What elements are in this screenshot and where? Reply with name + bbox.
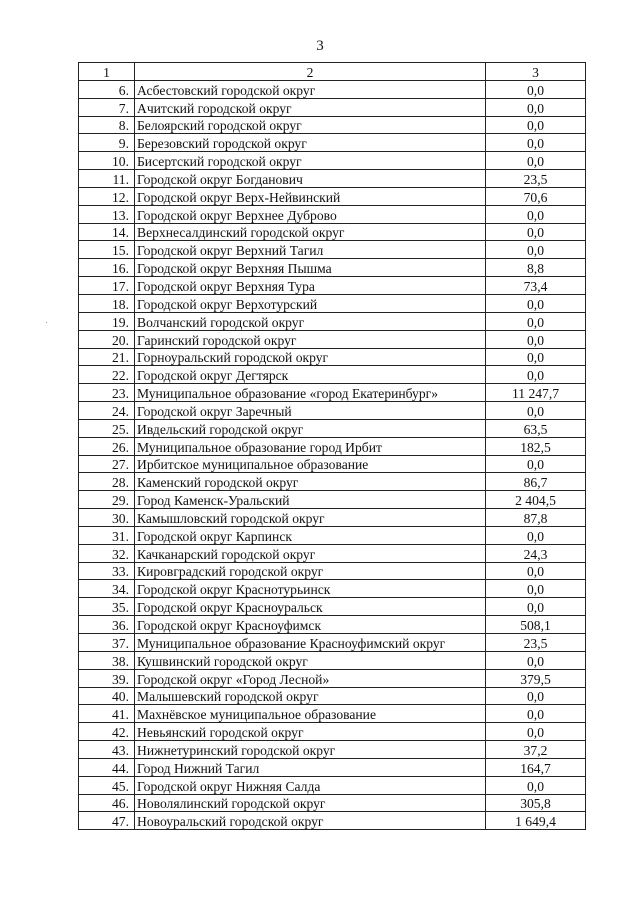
amount-cell: 0,0 [486, 651, 586, 669]
municipality-name-cell: Волчанский городской округ [135, 312, 486, 330]
municipality-name-cell: Городской округ Верх-Нейвинский [135, 187, 486, 205]
table-row [79, 223, 586, 241]
municipality-name-cell: Муниципальное образование «город Екатеринбург» [135, 384, 486, 402]
row-number-cell: 37. [79, 634, 135, 652]
amount-cell: 0,0 [486, 98, 586, 116]
table-row [79, 170, 586, 188]
row-number-cell: 24. [79, 402, 135, 420]
row-number-cell: 44. [79, 758, 135, 776]
table-row [79, 205, 586, 223]
municipality-name-cell: Березовский городской округ [135, 134, 486, 152]
municipality-name-cell: Муниципальное образование город Ирбит [135, 437, 486, 455]
municipality-name-cell: Городской округ Краснотурьинск [135, 580, 486, 598]
amount-cell: 63,5 [486, 419, 586, 437]
amount-cell: 508,1 [486, 616, 586, 634]
row-number-cell: 17. [79, 277, 135, 295]
row-number-cell: 23. [79, 384, 135, 402]
row-number-cell: 25. [79, 419, 135, 437]
amount-cell: 2 404,5 [486, 491, 586, 509]
row-number-cell: 38. [79, 651, 135, 669]
municipality-name-cell: Верхнесалдинский городской округ [135, 223, 486, 241]
table-row [79, 705, 586, 723]
row-number-cell: 27. [79, 455, 135, 473]
row-number-cell: 15. [79, 241, 135, 259]
amount-cell: 0,0 [486, 116, 586, 134]
table-row [79, 776, 586, 794]
table-row [79, 402, 586, 420]
row-number-cell: 33. [79, 562, 135, 580]
table-row [79, 651, 586, 669]
municipality-name-cell: Городской округ Верхний Тагил [135, 241, 486, 259]
amount-cell: 0,0 [486, 580, 586, 598]
table-row [79, 152, 586, 170]
amount-cell: 70,6 [486, 187, 586, 205]
header-cell: 2 [135, 63, 486, 81]
amount-cell: 0,0 [486, 526, 586, 544]
table-row [79, 616, 586, 634]
row-number-cell: 21. [79, 348, 135, 366]
table-row [79, 544, 586, 562]
table-row [79, 723, 586, 741]
amount-cell: 0,0 [486, 348, 586, 366]
municipality-name-cell: Ивдельский городской округ [135, 419, 486, 437]
municipality-name-cell: Камышловский городской округ [135, 509, 486, 527]
row-number-cell: 29. [79, 491, 135, 509]
table-header-row [79, 63, 586, 81]
amount-cell: 379,5 [486, 669, 586, 687]
row-number-cell: 11. [79, 170, 135, 188]
amount-cell: 0,0 [486, 723, 586, 741]
page-number: 3 [316, 38, 324, 54]
municipality-name-cell: Горноуральский городской округ [135, 348, 486, 366]
amount-cell: 182,5 [486, 437, 586, 455]
amount-cell: 0,0 [486, 705, 586, 723]
row-number-cell: 10. [79, 152, 135, 170]
table-row [79, 330, 586, 348]
row-number-cell: 28. [79, 473, 135, 491]
amount-cell: 73,4 [486, 277, 586, 295]
amount-cell: 8,8 [486, 259, 586, 277]
row-number-cell: 18. [79, 294, 135, 312]
municipality-name-cell: Качканарский городской округ [135, 544, 486, 562]
header-cell: 3 [486, 63, 586, 81]
row-number-cell: 26. [79, 437, 135, 455]
row-number-cell: 6. [79, 80, 135, 98]
row-number-cell: 43. [79, 741, 135, 759]
table-row [79, 473, 586, 491]
amount-cell: 0,0 [486, 687, 586, 705]
municipality-name-cell: Каменский городской округ [135, 473, 486, 491]
amount-cell: 23,5 [486, 170, 586, 188]
table-row [79, 134, 586, 152]
table-row [79, 80, 586, 98]
municipality-name-cell: Городской округ Богданович [135, 170, 486, 188]
row-number-cell: 22. [79, 366, 135, 384]
amount-cell: 0,0 [486, 402, 586, 420]
municipality-name-cell: Ирбитское муниципальное образование [135, 455, 486, 473]
row-number-cell: 19. [79, 312, 135, 330]
amount-cell: 0,0 [486, 598, 586, 616]
municipality-name-cell: Городской округ Нижняя Салда [135, 776, 486, 794]
table-row [79, 366, 586, 384]
municipality-name-cell: Городской округ Дегтярск [135, 366, 486, 384]
amount-cell: 11 247,7 [486, 384, 586, 402]
amount-cell: 0,0 [486, 134, 586, 152]
table-row [79, 277, 586, 295]
municipality-name-cell: Город Нижний Тагил [135, 758, 486, 776]
municipality-name-cell: Кировградский городской округ [135, 562, 486, 580]
municipality-name-cell: Кушвинский городской округ [135, 651, 486, 669]
row-number-cell: 13. [79, 205, 135, 223]
row-number-cell: 34. [79, 580, 135, 598]
municipality-name-cell: Городской округ Красноуфимск [135, 616, 486, 634]
row-number-cell: 7. [79, 98, 135, 116]
data-table [78, 62, 586, 830]
amount-cell: 0,0 [486, 294, 586, 312]
table-row [79, 437, 586, 455]
row-number-cell: 35. [79, 598, 135, 616]
table-row [79, 259, 586, 277]
municipality-name-cell: Городской округ Красноуральск [135, 598, 486, 616]
table-row [79, 526, 586, 544]
row-number-cell: 36. [79, 616, 135, 634]
row-number-cell: 30. [79, 509, 135, 527]
row-number-cell: 46. [79, 794, 135, 812]
municipality-name-cell: Городской округ Верхняя Пышма [135, 259, 486, 277]
table-row [79, 241, 586, 259]
row-number-cell: 12. [79, 187, 135, 205]
municipality-name-cell: Бисертский городской округ [135, 152, 486, 170]
amount-cell: 87,8 [486, 509, 586, 527]
amount-cell: 0,0 [486, 152, 586, 170]
row-number-cell: 8. [79, 116, 135, 134]
table-row [79, 312, 586, 330]
header-cell: 1 [79, 63, 135, 81]
amount-cell: 0,0 [486, 80, 586, 98]
municipality-name-cell: Городской округ Верхняя Тура [135, 277, 486, 295]
table-row [79, 758, 586, 776]
municipality-name-cell: Городской округ Заречный [135, 402, 486, 420]
municipality-name-cell: Новоуральский городской округ [135, 812, 486, 830]
municipality-name-cell: Ачитский городской округ [135, 98, 486, 116]
table-row [79, 509, 586, 527]
municipality-name-cell: Городской округ «Город Лесной» [135, 669, 486, 687]
table-row [79, 634, 586, 652]
table-row [79, 116, 586, 134]
amount-cell: 0,0 [486, 241, 586, 259]
table-row [79, 98, 586, 116]
amount-cell: 164,7 [486, 758, 586, 776]
row-number-cell: 40. [79, 687, 135, 705]
municipality-name-cell: Городской округ Верхотурский [135, 294, 486, 312]
municipality-name-cell: Городской округ Верхнее Дуброво [135, 205, 486, 223]
municipality-name-cell: Асбестовский городской округ [135, 80, 486, 98]
amount-cell: 86,7 [486, 473, 586, 491]
amount-cell: 37,2 [486, 741, 586, 759]
amount-cell: 23,5 [486, 634, 586, 652]
table-row [79, 669, 586, 687]
row-number-cell: 42. [79, 723, 135, 741]
municipality-name-cell: Муниципальное образование Красноуфимский округ [135, 634, 486, 652]
table-row [79, 741, 586, 759]
table-row [79, 580, 586, 598]
row-number-cell: 32. [79, 544, 135, 562]
table-row [79, 348, 586, 366]
amount-cell: 0,0 [486, 330, 586, 348]
row-number-cell: 9. [79, 134, 135, 152]
table-row [79, 794, 586, 812]
row-number-cell: 20. [79, 330, 135, 348]
amount-cell: 0,0 [486, 366, 586, 384]
amount-cell: 0,0 [486, 562, 586, 580]
table-row [79, 419, 586, 437]
municipality-name-cell: Нижнетуринский городской округ [135, 741, 486, 759]
municipality-name-cell: Невьянский городской округ [135, 723, 486, 741]
row-number-cell: 41. [79, 705, 135, 723]
row-number-cell: 45. [79, 776, 135, 794]
table-row [79, 562, 586, 580]
table-row [79, 687, 586, 705]
table-row [79, 491, 586, 509]
table-row [79, 384, 586, 402]
row-number-cell: 31. [79, 526, 135, 544]
table-row [79, 598, 586, 616]
amount-cell: 305,8 [486, 794, 586, 812]
table-row [79, 455, 586, 473]
municipality-name-cell: Гаринский городской округ [135, 330, 486, 348]
row-number-cell: 47. [79, 812, 135, 830]
municipality-name-cell: Новолялинский городской округ [135, 794, 486, 812]
amount-cell: 0,0 [486, 312, 586, 330]
row-number-cell: 39. [79, 669, 135, 687]
municipality-name-cell: Малышевский городской округ [135, 687, 486, 705]
amount-cell: 1 649,4 [486, 812, 586, 830]
municipality-name-cell: Городской округ Карпинск [135, 526, 486, 544]
amount-cell: 0,0 [486, 455, 586, 473]
table-row [79, 812, 586, 830]
municipality-name-cell: Белоярский городской округ [135, 116, 486, 134]
municipality-name-cell: Махнёвское муниципальное образование [135, 705, 486, 723]
amount-cell: 0,0 [486, 776, 586, 794]
row-number-cell: 16. [79, 259, 135, 277]
amount-cell: 24,3 [486, 544, 586, 562]
row-number-cell: 14. [79, 223, 135, 241]
scan-mark [46, 322, 47, 323]
table-row [79, 294, 586, 312]
amount-cell: 0,0 [486, 223, 586, 241]
amount-cell: 0,0 [486, 205, 586, 223]
table-row [79, 187, 586, 205]
municipality-name-cell: Город Каменск-Уральский [135, 491, 486, 509]
